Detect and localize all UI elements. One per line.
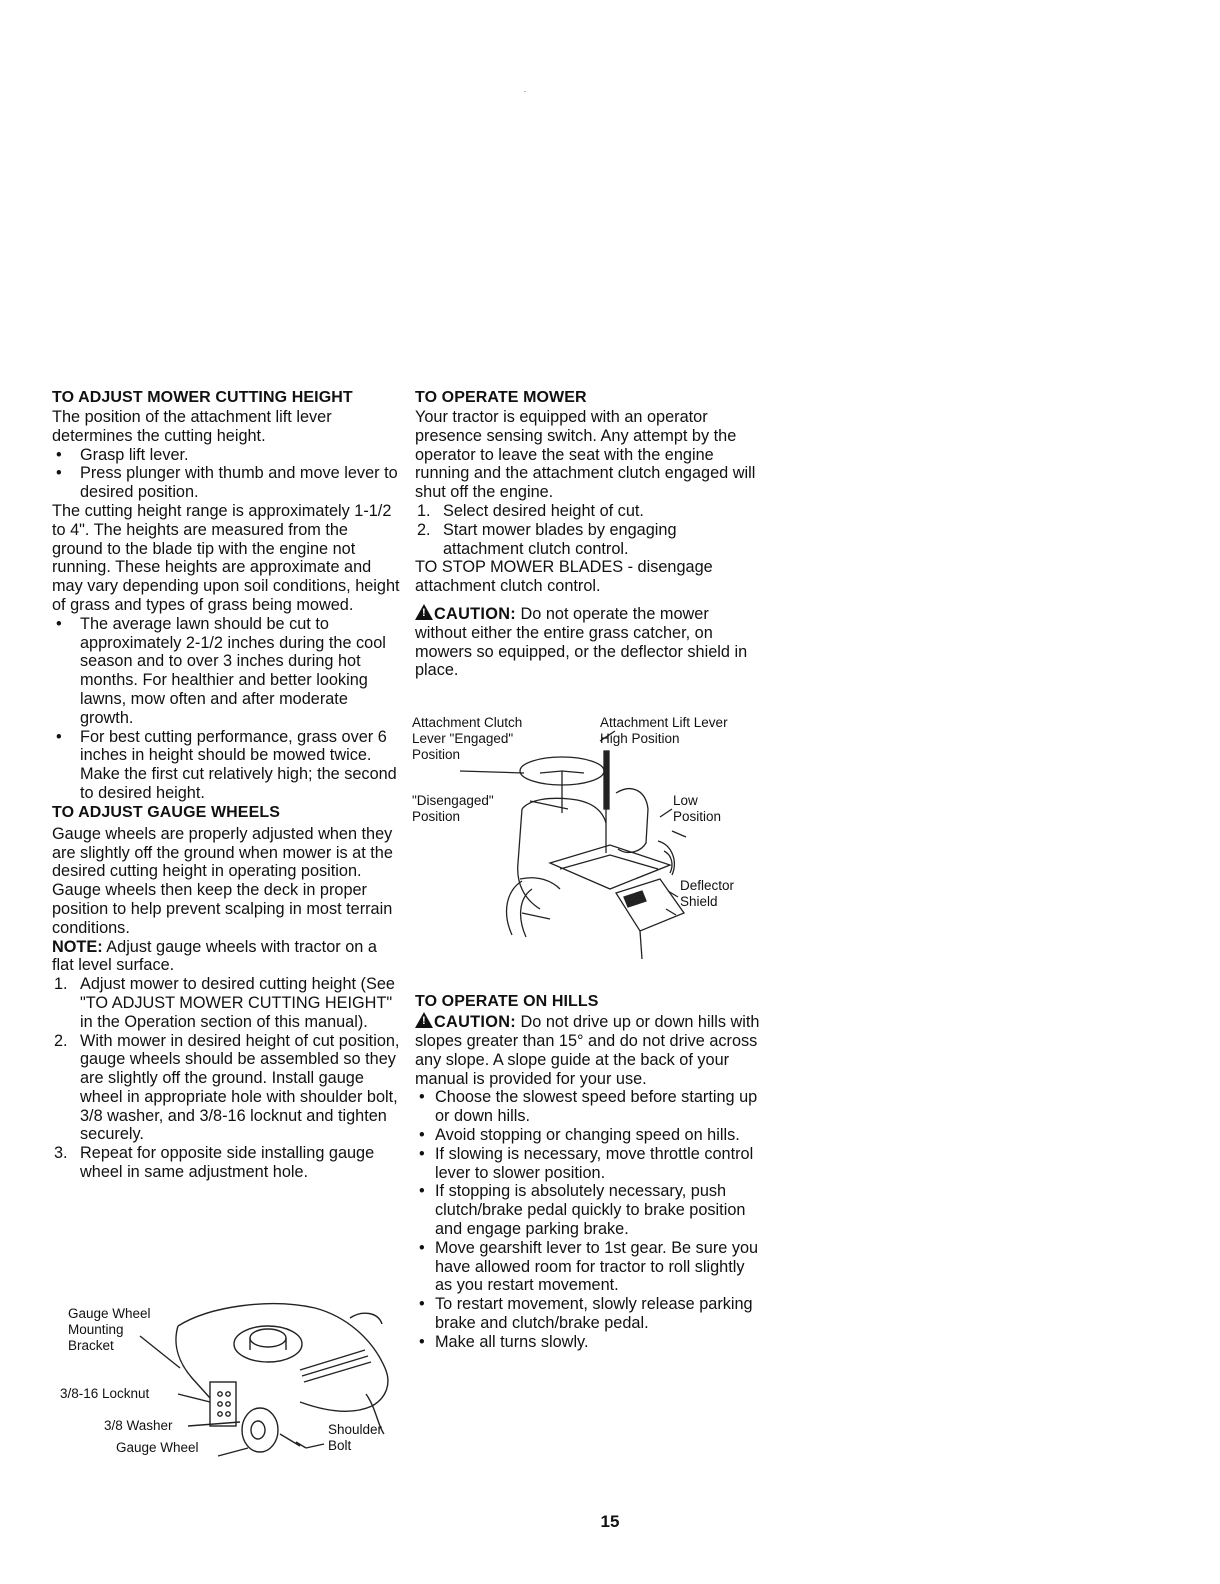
gauge-wheel-label: Gauge Wheel: [116, 1440, 199, 1455]
step-text: Start mower blades by engaging attachment clutch control.: [443, 520, 677, 558]
hills-bullets: [415, 1088, 760, 1351]
list-item: • The average lawn should be cut to approximately 2-1/2 inches during the cool season and to over 3 inches during hot months. For healthier and better looking lawns, mow often and after moderate growth.: [52, 615, 402, 728]
list-item: [52, 975, 402, 1031]
list-item: • For best cutting performance, grass over 6 inches in height should be mowed twice. Make the first cut relatively high; the second to desired height.: [52, 728, 402, 803]
operate-mower-heading: TO OPERATE MOWER: [415, 389, 587, 406]
step-number: 1.: [417, 501, 431, 520]
left-column: [52, 388, 402, 1182]
step-number: 2.: [54, 1031, 68, 1050]
caution-text: Do not operate the mower without either the entire grass catcher, on mowers so equipped, or the deflector shield in place.: [415, 604, 748, 680]
list-item: [52, 1144, 402, 1182]
list-item: • Move gearshift lever to 1st gear. Be sure you have allowed room for tractor to roll slightly as you restart movement.: [415, 1239, 760, 1295]
operate-mower-steps: [415, 502, 760, 558]
step-text: Select desired height of cut.: [443, 501, 644, 520]
scan-speck: [524, 91, 526, 92]
locknut-label: 3/8-16 Locknut: [60, 1386, 150, 1401]
low-position-label: Low Position: [673, 793, 722, 824]
cutting-height-bullets: [52, 446, 402, 502]
list-item: [52, 1032, 402, 1145]
note-text: Adjust gauge wheels with tractor on a flat level surface.: [52, 937, 377, 975]
operate-mower-intro: Your tractor is equipped with an operator presence sensing switch. Any attempt by the operator to leave the seat with the engine running and the attachment clutch engaged will shut off the engine.: [415, 408, 756, 502]
list-item: [415, 521, 760, 559]
cutting-height-tips: [52, 615, 402, 803]
lift-lever-high-label: Attachment Lift Lever High Position: [600, 715, 728, 746]
list-item: • Press plunger with thumb and move lever to desired position.: [52, 464, 402, 502]
page-number: 15: [600, 1512, 620, 1531]
step-number: 3.: [54, 1144, 68, 1163]
caution-label: CAUTION:: [434, 604, 516, 623]
list-item: • Grasp lift lever.: [52, 446, 402, 465]
hills-caution: [415, 1012, 760, 1088]
clutch-engaged-label: Attachment Clutch Lever "Engaged" Position: [412, 715, 523, 762]
list-item: • To restart movement, slowly release parking brake and clutch/brake pedal.: [415, 1295, 760, 1333]
mounting-bracket-label: Gauge Wheel Mounting Bracket: [68, 1306, 151, 1353]
list-item: • If stopping is absolutely necessary, push clutch/brake pedal quickly to brake position and engage parking brake.: [415, 1182, 760, 1238]
list-item: • Avoid stopping or changing speed on hills.: [415, 1126, 760, 1145]
step-text: Repeat for opposite side installing gauge wheel in same adjustment hole.: [80, 1144, 375, 1182]
operate-mower-caution: [415, 604, 760, 680]
stop-blades-text: TO STOP MOWER BLADES - disengage attachment clutch control.: [415, 558, 713, 596]
shoulder-bolt-label: Shoulder Bolt: [328, 1422, 383, 1453]
gauge-wheels-heading: TO ADJUST GAUGE WHEELS: [52, 803, 280, 821]
warning-triangle-icon: [415, 604, 433, 620]
step-number: 1.: [54, 975, 68, 994]
note-label: NOTE:: [52, 937, 103, 956]
tractor-controls-figure: [410, 713, 760, 968]
cutting-height-range: The cutting height range is approximately 1-1/2 to 4". The heights are measured from the ground to the blade tip with the engine not running. These heights are approximate and may vary depending upon soil conditions, height of grass and types of grass being mowed.: [52, 501, 400, 614]
step-text: Adjust mower to desired cutting height (See "TO ADJUST MOWER CUTTING HEIGHT" in the Operation section of this manual).: [80, 975, 395, 1031]
list-item: [415, 502, 760, 521]
caution-label: CAUTION:: [434, 1013, 516, 1032]
list-item: • If slowing is necessary, move throttle control lever to slower position.: [415, 1145, 760, 1183]
gauge-wheels-intro: Gauge wheels are properly adjusted when they are slightly off the ground when mower is at the desired cutting height in operating position. Gauge wheels then keep the deck in proper position to help prevent scalping in most terrain conditions.: [52, 824, 393, 937]
washer-label: 3/8 Washer: [104, 1418, 173, 1433]
step-number: 2.: [417, 520, 431, 539]
gauge-wheel-figure: [60, 1298, 405, 1468]
hills-heading: TO OPERATE ON HILLS: [415, 993, 599, 1011]
warning-triangle-icon: [415, 1012, 433, 1028]
disengaged-label: "Disengaged" Position: [412, 793, 494, 824]
list-item: • Make all turns slowly.: [415, 1333, 760, 1352]
list-item: • Choose the slowest speed before starting up or down hills.: [415, 1088, 760, 1126]
gauge-wheels-steps: [52, 975, 402, 1182]
step-text: With mower in desired height of cut position, gauge wheels should be assembled so they are slightly off the ground. Install gauge wheel in appropriate hole with shoulder bolt, 3/8 washer, and 3/8-16 locknut and tighten securely.: [80, 1031, 400, 1144]
gauge-wheels-note: [52, 938, 402, 976]
cutting-height-heading: TO ADJUST MOWER CUTTING HEIGHT: [52, 389, 353, 406]
deflector-shield-label: Deflector Shield: [680, 878, 735, 909]
cutting-height-intro: The position of the attachment lift lever determines the cutting height.: [52, 408, 332, 445]
caution-text: Do not drive up or down hills with slopes greater than 15° and do not drive across any slope. A slope guide at the back of your manual is provided for your use.: [415, 1013, 760, 1088]
